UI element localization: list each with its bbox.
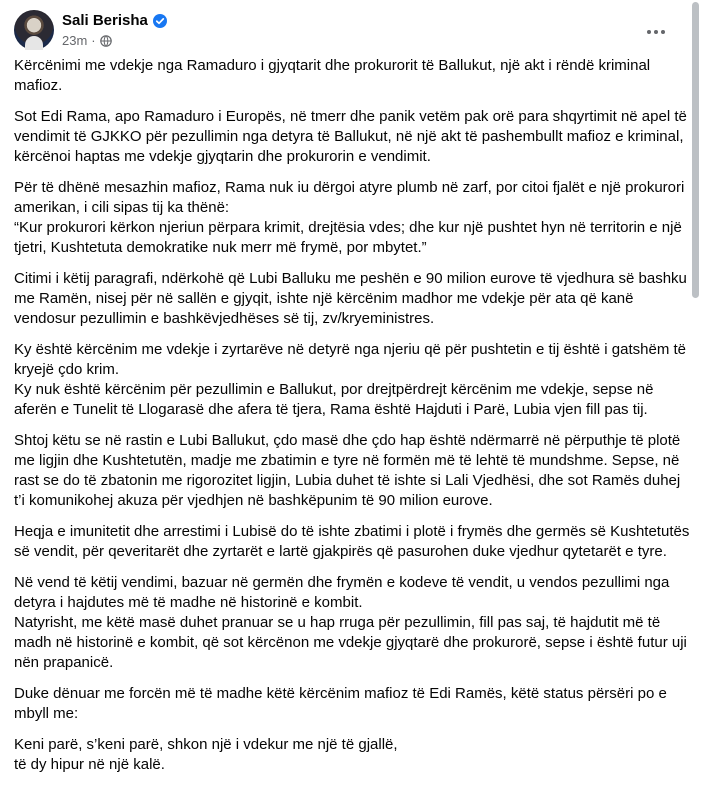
post-paragraph bbox=[14, 573, 687, 673]
meta-separator: · bbox=[91, 33, 96, 48]
post-text-line: Citimi i këtij paragrafi, ndërkohë që Lubi Balluku me peshën e 90 milion eurove të vjedhura së bashku bbox=[14, 270, 687, 287]
verified-badge-icon bbox=[153, 14, 167, 28]
post-paragraph bbox=[14, 735, 678, 775]
post-body bbox=[14, 56, 690, 786]
post-text-line: Kërcënimi me vdekje nga Ramaduro i gjyqtarit dhe prokurorit të Ballukut, një akt i rëndë kriminal bbox=[14, 57, 651, 74]
post-paragraph bbox=[14, 107, 687, 167]
post-text-line: Duke dënuar me forcën më të madhe këtë kërcënim mafioz të Edi Ramës, këtë status përsëri po e bbox=[14, 685, 667, 702]
post-text-line: madh në historinë e kombit, që sot kërcënon me vdekje gjyqtarë dhe prokurorë, sepse i është futur uji bbox=[14, 634, 687, 651]
post-text-line: Në vend të këtij vendimi, bazuar në germën dhe frymën e kodeve të vendit, u vendos pezullimi nga bbox=[14, 574, 670, 591]
scrollbar-thumb[interactable] bbox=[692, 2, 699, 298]
post-paragraph bbox=[14, 269, 687, 329]
more-options-icon[interactable] bbox=[638, 14, 674, 50]
post-text-line: “Kur prokurori kërkon njeriun përpara krimit, drejtësia vdes; dhe kur një pushtet hyn në territorin e një bbox=[14, 219, 682, 236]
post-text-line: vendimit të GJKKO për pezullimin nga detyra të Ballukut, në një akt të pashembullt mafioz e kriminal, bbox=[14, 128, 684, 145]
post-text-line: me ligjin dhe Kushtetutën, madje me zbatimin e tyre në formën më të lehtë të mundshme. Sepse, në bbox=[14, 452, 680, 469]
post-text-line: Për të dhënë mesazhin mafioz, Rama nuk iu dërgoi atyre plumb në zarf, por citoi fjalët e një prokurori bbox=[14, 179, 685, 196]
post-paragraph bbox=[14, 431, 681, 511]
post-text-line: së vendit, për qeveritarët dhe zyrtarët e lartë gjakpirës që pasurohen duke vjedhur qytetarët e tyre. bbox=[14, 543, 667, 560]
globe-icon[interactable] bbox=[100, 35, 112, 47]
post-text-line: tjetri, Kushtetuta demokratike nuk merr më frymë, por mbytet.” bbox=[14, 239, 427, 256]
post-text-line: kryejë çdo krim. bbox=[14, 361, 120, 378]
post-paragraph bbox=[14, 684, 678, 724]
post-paragraph bbox=[14, 522, 690, 562]
post-paragraph bbox=[14, 340, 687, 420]
post-paragraph bbox=[14, 56, 678, 96]
post-text-line: rast se do të zbatonin me rigorozitet ligjin, Lubia duhet të ishte si Lali Vjedhësi, dhe sot Ramës duhej bbox=[14, 472, 681, 489]
post-text-line: amerikan, i cili sipas tij ka thënë: bbox=[14, 199, 230, 216]
post-text-line: nën prapanicë. bbox=[14, 654, 114, 671]
post-text-line: Shtoj këtu se në rastin e Lubi Ballukut, çdo masë dhe çdo hap është ndërmarrë në përputhje të plotë bbox=[14, 432, 681, 449]
post-text-line: me Ramën, nisej për në sallën e gjyqit, ishte një kërcënim madhor me vdekje për ata që kanë bbox=[14, 290, 634, 307]
post-text-line: kërcënoi haptas me vdekje gjyqtarin dhe prokurorin e vendimit. bbox=[14, 148, 431, 165]
post-text-line: t’i komunikohej akuza për vjedhjen në bashkëpunim të 90 milion eurove. bbox=[14, 492, 493, 509]
post-meta bbox=[62, 33, 112, 48]
scrollbar[interactable] bbox=[690, 0, 702, 757]
post-text-line: mafioz. bbox=[14, 77, 63, 94]
avatar[interactable] bbox=[14, 10, 54, 50]
post-text-line: Sot Edi Rama, apo Ramaduro i Europës, në tmerr dhe panik vetëm pak orë para shqyrtimit në apel të bbox=[14, 108, 687, 125]
post-text-line: Ky nuk është kërcënim për pezullimin e Ballukut, por drejtpërdrejt kërcënim me vdekje, sepse në bbox=[14, 381, 654, 398]
post-text-line: aferën e Tunelit të Llogarasë dhe afera të tjera, Rama është Hajduti i Parë, Lubia vjen fill pas tij. bbox=[14, 401, 648, 418]
post-text-line: Heqja e imunitetit dhe arrestimi i Lubisë do të ishte zbatimi i plotë i frymës dhe germës së Kushtetutës bbox=[14, 523, 690, 540]
author-row bbox=[62, 12, 167, 29]
author-name[interactable]: Sali Berisha bbox=[62, 12, 148, 29]
post-text-line: të dy hipur në një kalë. bbox=[14, 756, 165, 773]
post-text-line: Ky është kërcënim me vdekje i zyrtarëve në detyrë nga njeriu që për pushtetin e tij është i gatshëm të bbox=[14, 341, 687, 358]
post-header bbox=[14, 10, 674, 54]
post-text-line: mbyll me: bbox=[14, 705, 79, 722]
post-text-line: Natyrisht, me këtë masë duhet pranuar se u hap rruga për pezullimin, fill pas saj, të hajdutit më të bbox=[14, 614, 661, 631]
post-text-line: Keni parë, s’keni parë, shkon një i vdekur me një të gjallë, bbox=[14, 736, 398, 753]
post-text-line: detyra i hajdutes më të madhe në historinë e kombit. bbox=[14, 594, 363, 611]
post-text-line: vendosur pezullimin e bashkëvjedhëses së tij, zv/kryeministres. bbox=[14, 310, 435, 327]
post-paragraph bbox=[14, 178, 685, 258]
post-timestamp[interactable]: 23m bbox=[62, 33, 88, 48]
